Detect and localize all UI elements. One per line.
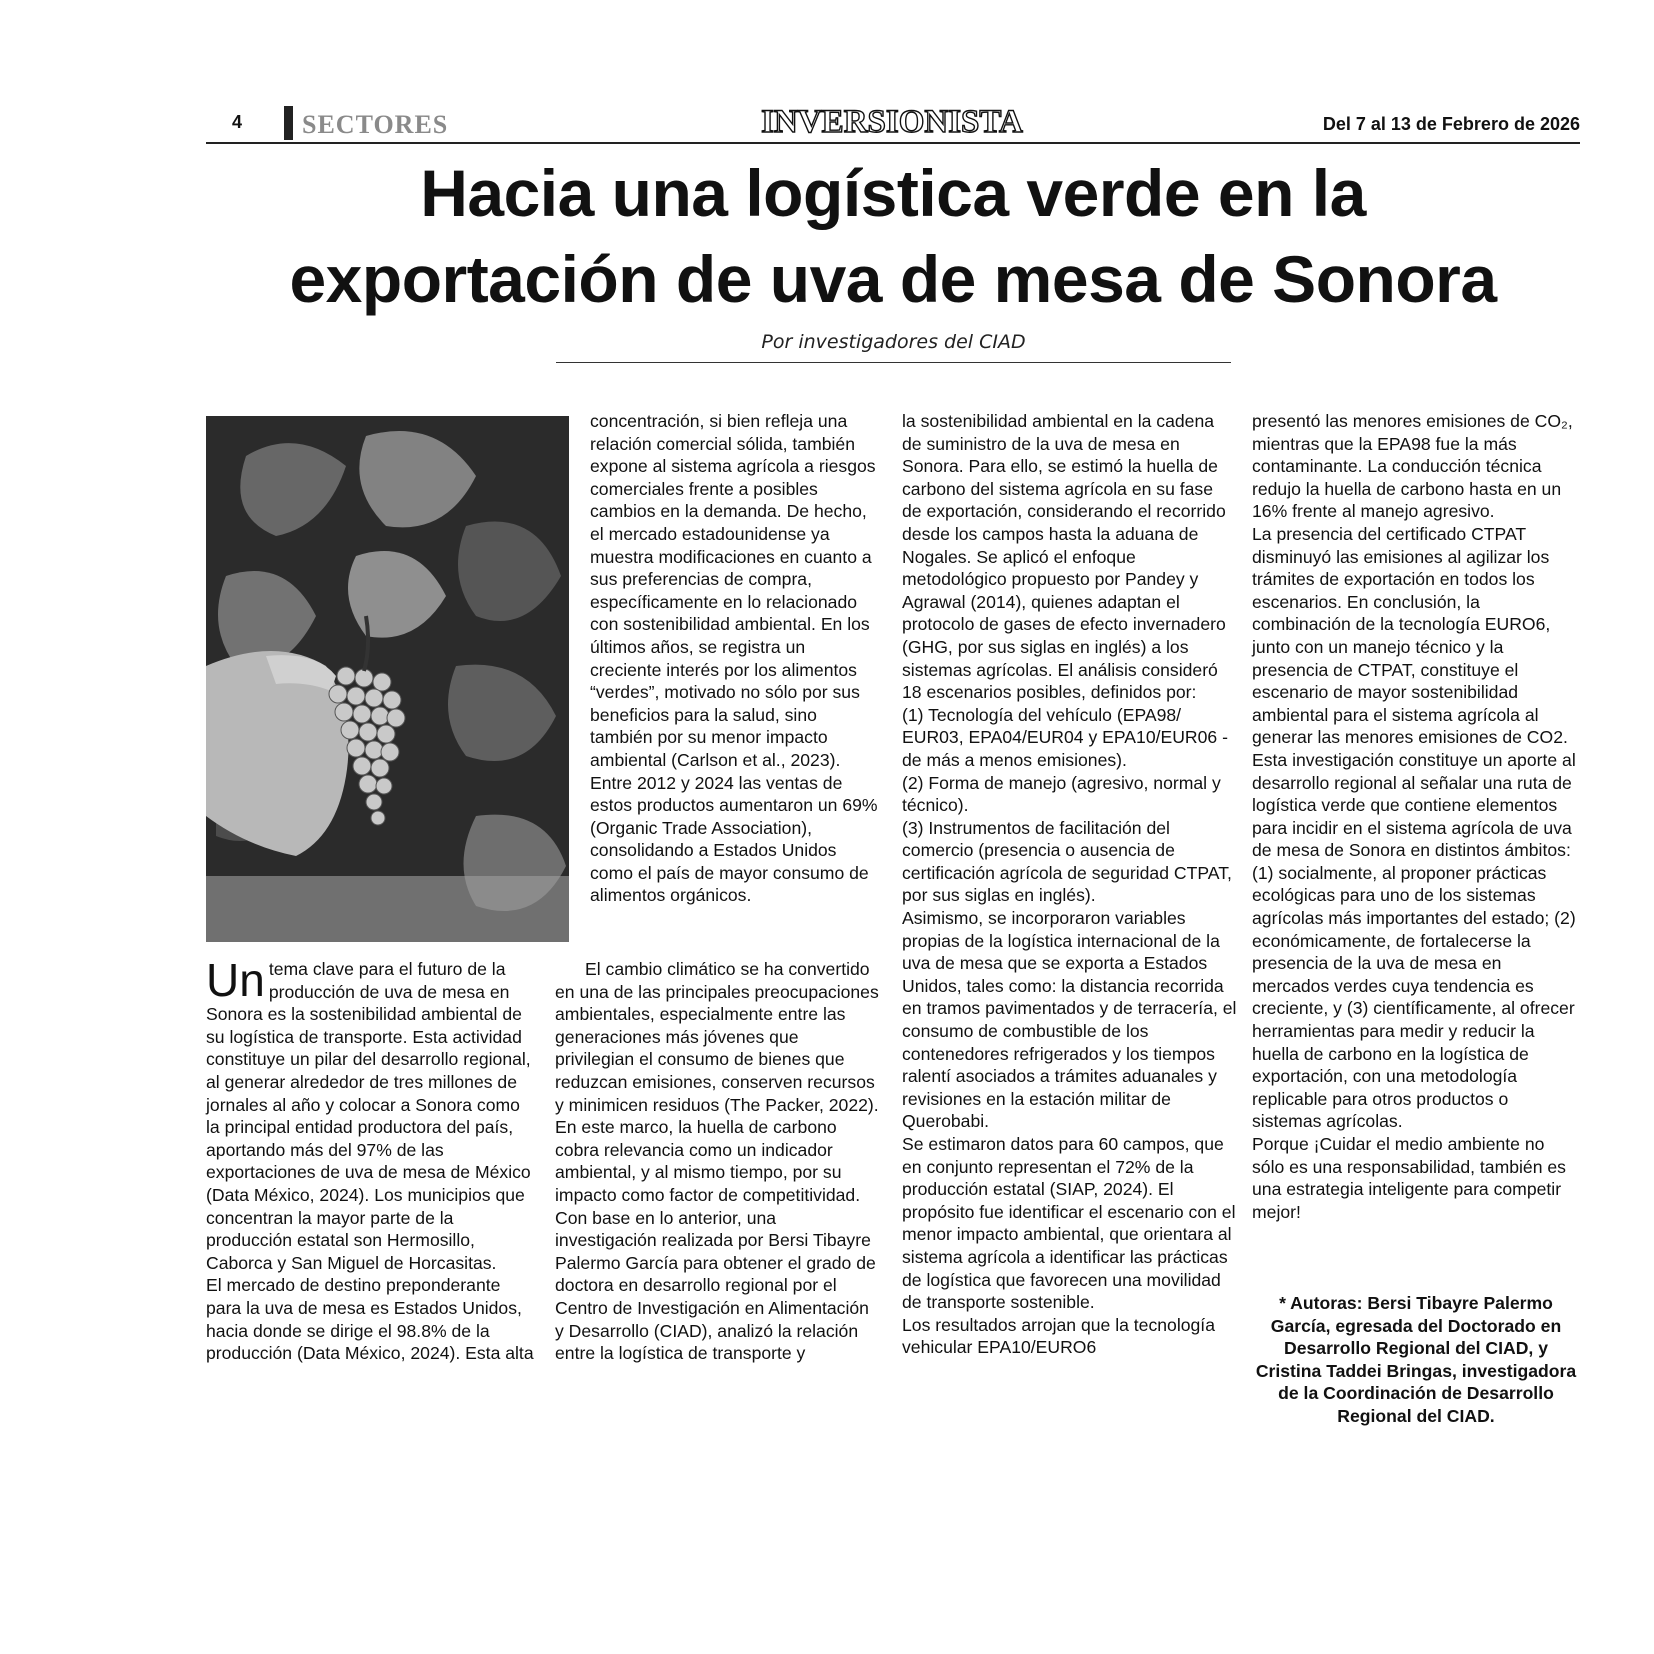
author-note: * Autoras: Bersi Tibayre Palermo García, egresada del Doctorado en Desarrollo Regional del CIAD, y Cristina Taddei Bringas, investigadora de la Coordinación de Desarrollo Regional del CIAD. bbox=[1255, 1293, 1577, 1426]
section-marker bbox=[284, 106, 293, 140]
article-byline: Por investigadores del CIAD bbox=[761, 331, 1026, 353]
section-label: SECTORES bbox=[302, 110, 449, 139]
paragraph bbox=[206, 954, 534, 1274]
paragraph: La presencia del certificado CTPAT disminuyó las emisiones al agilizar los trámites de exportación en todos los escenarios. En conclusión, la combinación de la tecnología EURO6, junto con un manejo técnico y la presencia de CTPAT, constituye el escenario de mayor sostenibilidad ambiental para el sistema agrícola al generar las menores emisiones de CO2. bbox=[1252, 523, 1568, 748]
article-headline bbox=[206, 150, 1580, 322]
article-column-1 bbox=[206, 954, 534, 1365]
article-column-2-bottom bbox=[555, 958, 880, 1365]
paragraph: Esta investigación constituye un aporte al desarrollo regional al señalar una ruta de logística verde que contiene elementos para incidir en el sistema agrícola de uva de mesa de Sonora en distintos ámbitos: (1) socialmente, al proponer prácticas ecológicas para uno de los sistemas agrícolas más importantes del estado; (2) económicamente, de fortalecerse la presencia de la uva de mesa en mercados verdes cuya tendencia es creciente, y (3) científicamente, al ofrecer herramientas para medir y reducir la huella de carbono en la logística de exportación, con una metodología replicable para otros productos o sistemas agrícolas. bbox=[1252, 749, 1576, 1132]
paragraph: (3) Instrumentos de facilitación del comercio (presencia o ausencia de certificación agrícola de seguridad CTPAT, por sus siglas en inglés). bbox=[902, 817, 1232, 906]
paragraph: concentración, si bien refleja una relación comercial sólida, también expone al sistema agrícola a riesgos comerciales frente a posibles cambios en la demanda. De hecho, el mercado estadounidense ya muestra modificaciones en cuanto a sus preferencias de compra, específicamente en lo relacionado con sostenibilidad ambiental. En los últimos años, se registra un creciente interés por los alimentos “verdes”, motivado no sólo por sus beneficios para la salud, sino también por su menor impacto ambiental (Carlson et al., 2023). Entre 2012 y 2024 las ventas de estos productos aumentaron un 69% (Organic Trade Association), consolidando a Estados Unidos como el país de mayor consumo de alimentos orgánicos. bbox=[590, 411, 878, 906]
issue-date: Del 7 al 13 de Febrero de 2026 bbox=[1322, 114, 1580, 134]
article-column-4 bbox=[1252, 410, 1580, 1223]
page-number: 4 bbox=[232, 112, 243, 132]
paragraph: Los resultados arrojan que la tecnología vehicular EPA10/EURO6 bbox=[902, 1314, 1215, 1358]
paragraph: Asimismo, se incorporaron variables propias de la logística internacional de la uva de mesa que se exporta a Estados Unidos, tales como: la distancia recorrida en tramos pavimentados y de terracería, el consumo de combustible de los contenedores refrigerados y los tiempos ralentí asociados a trámites aduanales y revisiones en la estación militar de Querobabi. bbox=[902, 908, 1237, 1132]
headline-line-1: Hacia una logística verde en la bbox=[420, 156, 1366, 230]
paragraph: Con base en lo anterior, una investigación realizada por Bersi Tibayre Palermo García para obtener el grado de doctora en desarrollo regional por el Centro de Investigación en Alimentación y Desarrollo (CIAD), analizó la relación entre la logística de transporte y bbox=[555, 1207, 876, 1364]
article-column-2-top bbox=[590, 410, 880, 907]
grape-cluster-photo bbox=[206, 416, 569, 942]
paragraph: El cambio climático se ha convertido en una de las principales preocupaciones ambientales, especialmente entre las generaciones más jóvenes que privilegian el consumo de bienes que reduzcan emisiones, conserven recursos y minimicen residuos (The Packer, 2022). En este marco, la huella de carbono cobra relevancia como un indicador ambiental, y al mismo tiempo, por su impacto como factor de competitividad. bbox=[555, 959, 879, 1205]
paragraph: (2) Forma de manejo (agresivo, normal y técnico). bbox=[902, 772, 1221, 816]
paragraph: Se estimaron datos para 60 campos, que en conjunto representan el 72% de la producción estatal (SIAP, 2024). El propósito fue identificar el escenario con el menor impacto ambiental, que orientara al sistema agrícola a identificar las prácticas de logística que favorecen una movilidad de transporte sostenible. bbox=[902, 1134, 1236, 1313]
paragraph: Porque ¡Cuidar el medio ambiente no sólo es una responsabilidad, también es una estrategia inteligente para competir mejor! bbox=[1252, 1134, 1566, 1222]
newspaper-logo: INVERSIONISTA bbox=[756, 104, 1028, 140]
drop-cap: Un bbox=[206, 954, 265, 1006]
headline-line-2: exportación de uva de mesa de Sonora bbox=[289, 242, 1497, 316]
paragraph: la sostenibilidad ambiental en la cadena de suministro de la uva de mesa en Sonora. Para ello, se estimó la huella de carbono del sistema agrícola en su fase de exportación, considerando el recorrido desde los campos hasta la aduana de Nogales. Se aplicó el enfoque metodológico propuesto por Pandey y Agrawal (2014), quienes adaptan el protocolo de gases de efecto invernadero (GHG, por sus siglas en inglés) a los sistemas agrícolas. El análisis consideró 18 escenarios posibles, definidos por: bbox=[902, 411, 1226, 703]
byline-rule bbox=[556, 362, 1231, 363]
paragraph: presentó las menores emisiones de CO₂, mientras que la EPA98 fue la más contaminante. La conducción técnica redujo la huella de carbono hasta en un 16% frente al manejo agresivo. bbox=[1252, 411, 1573, 522]
article-column-3 bbox=[902, 410, 1237, 1359]
page-header bbox=[206, 106, 1580, 144]
paragraph-text: tema clave para el futuro de la producción de uva de mesa en Sonora es la sostenibilidad ambiental de su logística de transporte. Esta actividad constituye un pilar del desarrollo regional, al generar alrededor de tres millones de jornales al año y colocar a Sonora como la principal entidad productora del país, aportando más del 97% de las exportaciones de uva de mesa de México (Data México, 2024). Los municipios que concentran la mayor parte de la producción estatal son Hermosillo, Caborca y San Miguel de Horcasitas. bbox=[206, 959, 531, 1273]
paragraph: El mercado de destino preponderante para la uva de mesa es Estados Unidos, hacia donde se dirige el 98.8% de la producción (Data México, 2024). Esta alta bbox=[206, 1275, 534, 1364]
paragraph: (1) Tecnología del vehículo (EPA98/ EUR03, EPA04/EUR04 y EPA10/EUR06 -de más a menos emisiones). bbox=[902, 704, 1228, 770]
